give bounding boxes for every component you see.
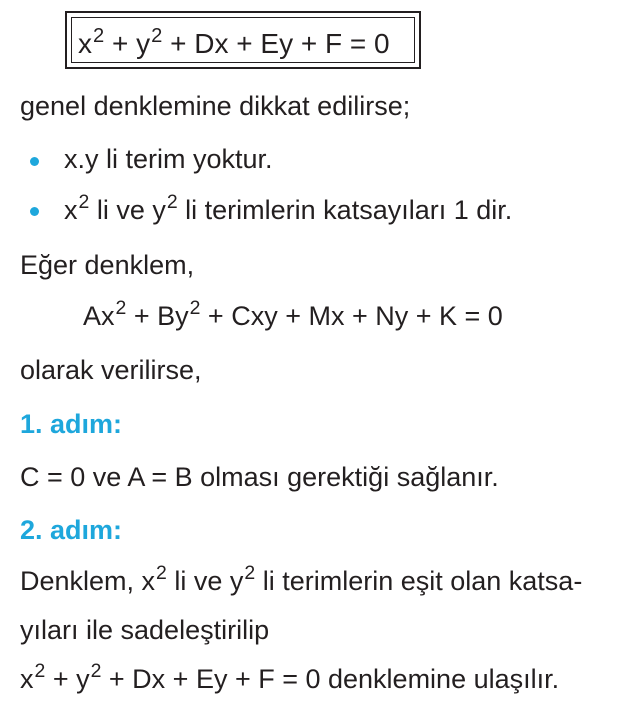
step-2-x-exponent: 2 — [156, 562, 167, 585]
formula-x: x — [78, 28, 92, 59]
step-2-label: 2. adım: — [20, 515, 123, 545]
step-2-line-3-mid: + y — [45, 664, 90, 694]
bullet-2-x-exponent: 2 — [78, 191, 90, 214]
general-eq-by: + By — [126, 301, 189, 331]
general-eq-ax: Ax — [83, 301, 115, 331]
general-eq-x-exponent: 2 — [115, 297, 127, 320]
bullet-2-x: x — [64, 195, 78, 225]
formula-x-exponent: 2 — [93, 24, 105, 47]
step-2-y-exponent: 2 — [244, 562, 256, 585]
step-2-line-1-pre: Denklem, x — [20, 566, 156, 596]
bullet-item-1 — [64, 146, 273, 173]
bullet-dot-icon — [30, 207, 39, 216]
step-2-line-3 — [20, 660, 560, 694]
step-2-line-3-x-exponent: 2 — [34, 660, 46, 683]
boxed-formula — [78, 24, 390, 60]
if-text: Eğer denklem, — [20, 250, 195, 280]
step-2-line-2: yıları ile sadeleştirilip — [20, 615, 270, 645]
step-2-line-1-mid: li ve y — [166, 566, 244, 596]
given-text: olarak verilirse, — [20, 355, 202, 385]
step-2-line-1-post: li terimlerin eşit olan katsa- — [255, 566, 583, 596]
bullet-1-text: x.y li terim yoktur. — [64, 144, 273, 174]
formula-y-exponent: 2 — [151, 24, 163, 47]
bullet-item-2 — [64, 191, 513, 225]
step-1-label: 1. adım: — [20, 409, 123, 439]
step-1-text: C = 0 ve A = B olması gerektiği sağlanır. — [20, 462, 499, 492]
bullet-dot-icon — [30, 157, 39, 166]
step-2-line-3-post: + Dx + Ey + F = 0 denklemine ulaşılır. — [101, 664, 560, 694]
step-2-line-3-x: x — [20, 664, 34, 694]
bullet-2-rest: li terimlerin katsayıları 1 dir. — [177, 195, 513, 225]
step-2-line-1 — [20, 562, 583, 596]
bullet-2-y-exponent: 2 — [166, 191, 178, 214]
general-eq-rest: + Cxy + Mx + Ny + K = 0 — [200, 301, 503, 331]
general-eq-y-exponent: 2 — [189, 297, 201, 320]
general-equation — [83, 297, 503, 331]
bullet-2-mid: li ve y — [89, 195, 166, 225]
step-2-line-3-y-exponent: 2 — [90, 660, 102, 683]
formula-rest: + Dx + Ey + F = 0 — [162, 28, 390, 59]
intro-text: genel denklemine dikkat edilirse; — [20, 91, 411, 121]
formula-plus-y: + y — [104, 28, 151, 59]
